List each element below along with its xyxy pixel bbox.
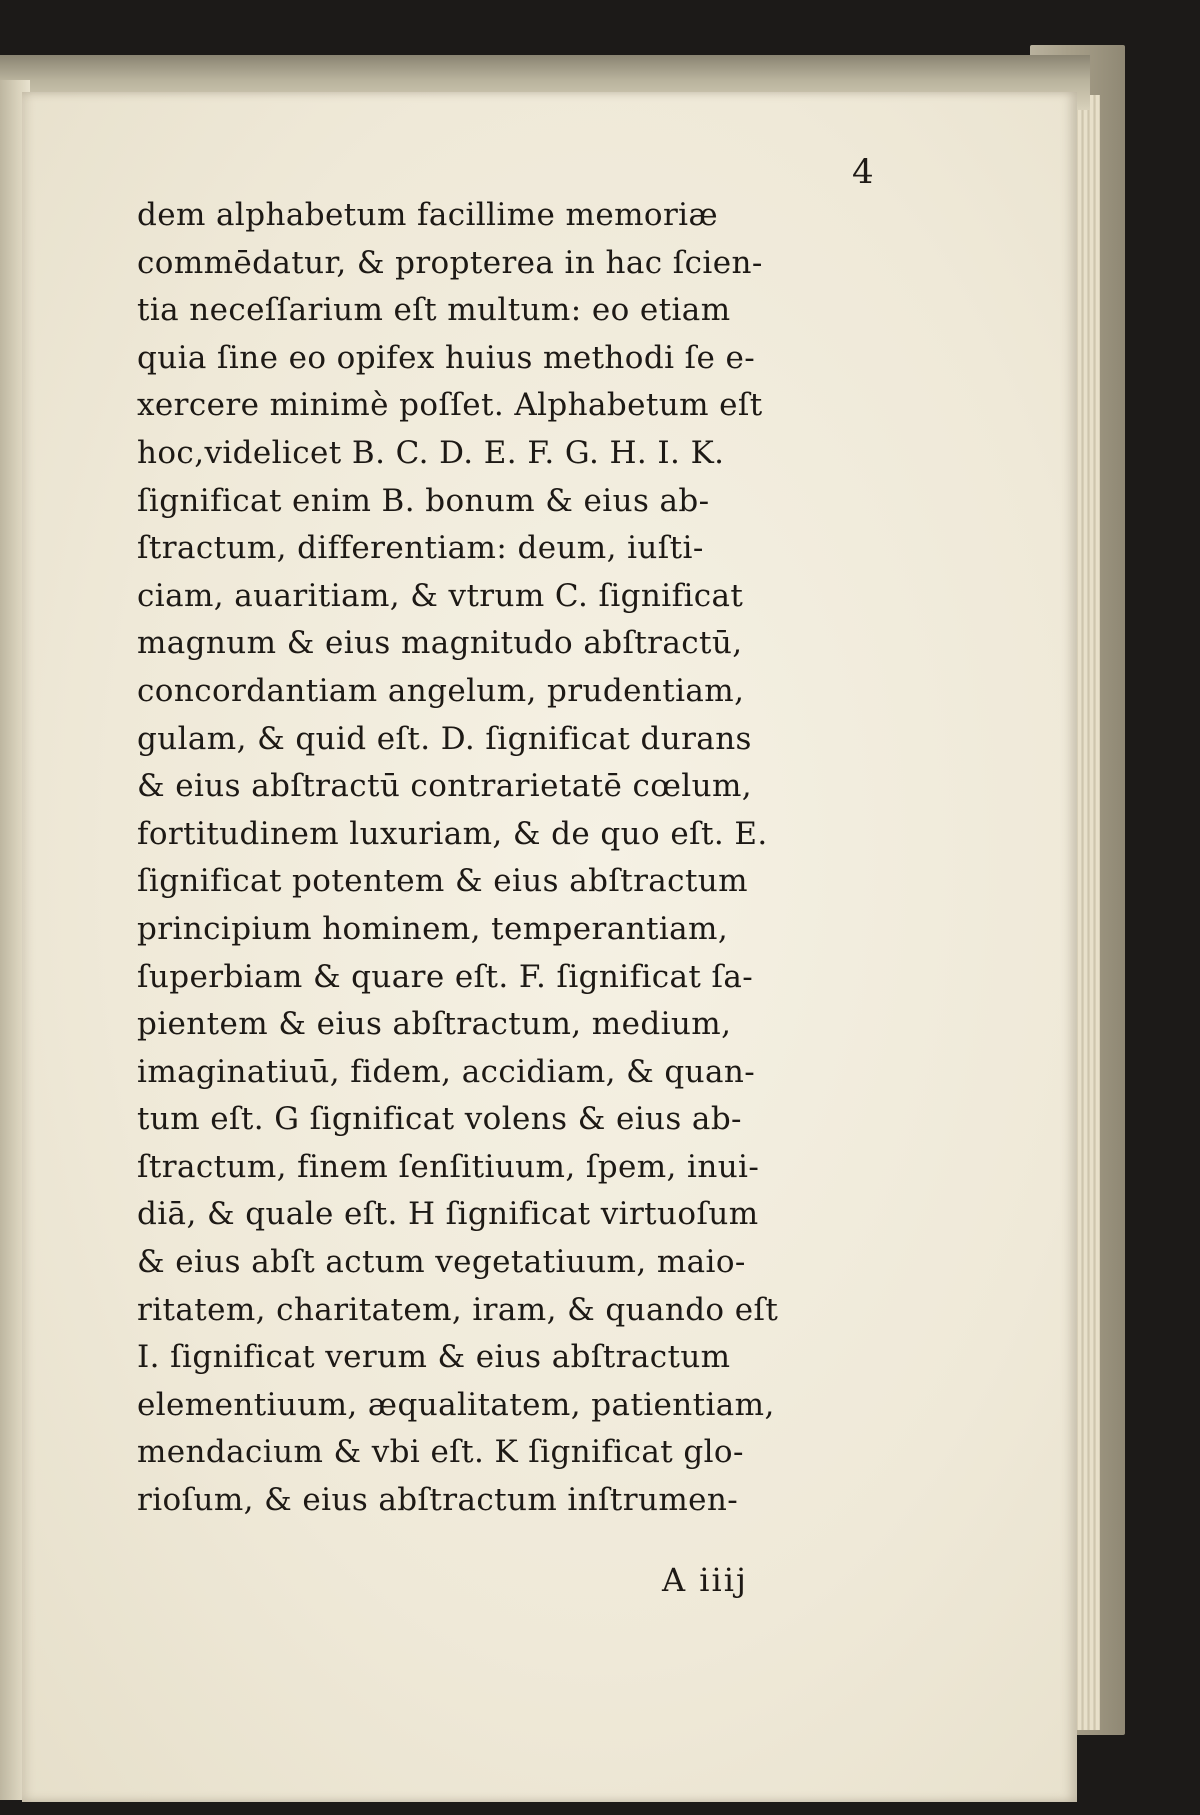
- text-line: elementiuum, æqualitatem, patientiam,: [137, 1386, 775, 1423]
- text-line: pientem & eius abſtractum, medium,: [137, 1006, 732, 1043]
- text-line: ſtractum, finem ſenſitiuum, ſpem, inui-: [137, 1148, 760, 1185]
- signature-mark: A iiij: [662, 1561, 748, 1599]
- text-line: hoc,videlicet B. C. D. E. F. G. H. I. K.: [137, 434, 725, 471]
- text-line: xercere minimè poſſet. Alphabetum eſt: [137, 387, 763, 424]
- text-line: ſtractum, differentiam: deum, iuſti-: [137, 530, 704, 567]
- text-line: fortitudinem luxuriam, & de quo eſt. E.: [137, 815, 768, 852]
- body-text: [137, 192, 907, 1525]
- text-line: ritatem, charitatem, iram, & quando eſt: [137, 1291, 779, 1328]
- text-line: I. ſignificat verum & eius abſtractum: [137, 1339, 731, 1376]
- text-line: tia neceſſarium eſt multum: eo etiam: [137, 292, 731, 329]
- text-line: tum eſt. G ſignificat volens & eius ab-: [137, 1101, 742, 1138]
- text-line: ſuperbiam & quare eſt. F. ſignificat ſa-: [137, 958, 754, 995]
- text-line: gulam, & quid eſt. D. ſignificat durans: [137, 720, 752, 757]
- text-line: mendacium & vbi eſt. K ſignificat glo-: [137, 1434, 744, 1471]
- text-line: concordantiam angelum, prudentiam,: [137, 672, 745, 709]
- text-line: rioſum, & eius abſtractum inſtrumen-: [137, 1482, 739, 1519]
- text-line: dem alphabetum facillime memoriæ: [137, 197, 719, 233]
- text-line: ciam, auaritiam, & vtrum C. ſignificat: [137, 577, 744, 614]
- text-line: & eius abſtractū contrarietatē cœlum,: [137, 768, 753, 805]
- text-line: magnum & eius magnitudo abſtractū,: [137, 625, 743, 662]
- book-page: [22, 92, 1077, 1802]
- text-line: diā, & quale eſt. H ſignificat virtuoſum: [137, 1196, 759, 1233]
- text-line: commēdatur, & propterea in hac ſcien-: [137, 244, 763, 281]
- text-line: principium hominem, temperantiam,: [137, 910, 729, 947]
- page-number: 4: [852, 152, 874, 192]
- text-line: imaginatiuū, fidem, accidiam, & quan-: [137, 1053, 756, 1090]
- text-line: quia ſine eo opifex huius methodi ſe e-: [137, 339, 756, 376]
- text-line: & eius abſt actum vegetatiuum, maio-: [137, 1244, 746, 1281]
- text-line: ſignificat enim B. bonum & eius ab-: [137, 482, 710, 519]
- text-line: ſignificat potentem & eius abſtractum: [137, 863, 748, 900]
